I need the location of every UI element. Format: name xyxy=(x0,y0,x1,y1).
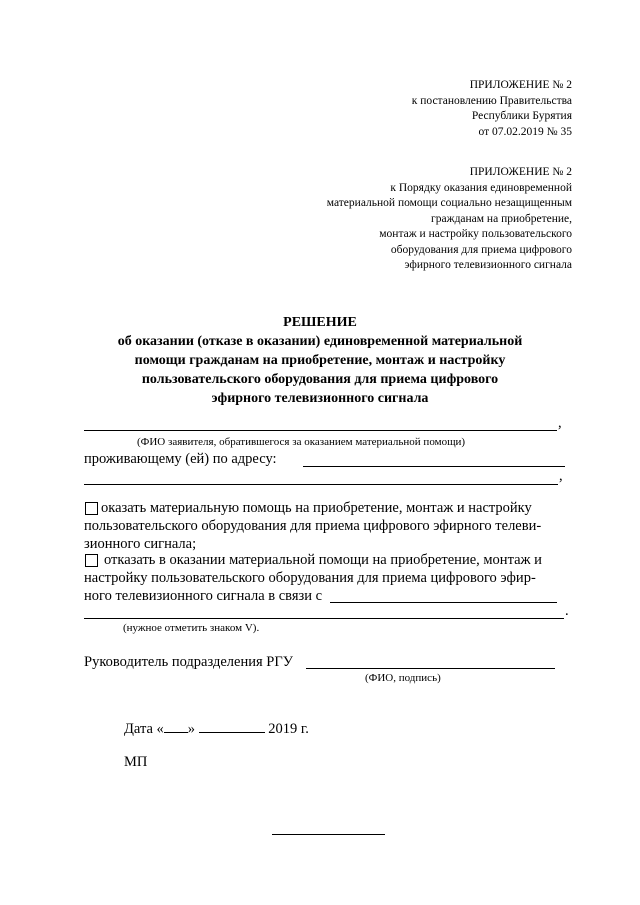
appendix-title: ПРИЛОЖЕНИЕ № 2 xyxy=(469,79,572,91)
title-line: об оказании (отказе в оказании) единовременной материальной xyxy=(117,334,523,349)
appendix-line: к Порядку оказания единовременной xyxy=(390,181,572,194)
title-line: пользовательского оборудования для приема цифрового xyxy=(141,372,499,387)
title-main: РЕШЕНИЕ xyxy=(283,315,357,330)
appendix-line: материальной помощи социально незащищенным xyxy=(326,197,572,209)
refuse-text-line1: отказать в оказании материальной помощи на приобретение, монтаж и xyxy=(104,552,542,568)
signature-caption: (ФИО, подпись) xyxy=(365,672,441,684)
appendix-title: ПРИЛОЖЕНИЕ № 2 xyxy=(469,166,572,178)
footer-divider xyxy=(272,834,385,835)
date-year: 2019 г. xyxy=(268,721,309,737)
signature-label: Руководитель подразделения РГУ xyxy=(84,654,293,670)
applicant-comma: , xyxy=(558,415,562,431)
appendix-line: гражданам на приобретение, xyxy=(431,212,572,225)
appendix-line: к постановлению Правительства xyxy=(411,94,572,107)
appendix-line: Республики Бурятия xyxy=(471,110,572,122)
stamp-label: МП xyxy=(124,754,148,770)
date-line xyxy=(124,721,309,738)
signature-field[interactable] xyxy=(306,668,555,669)
date-day-field[interactable] xyxy=(164,732,188,733)
appendix-line: от 07.02.2019 № 35 xyxy=(478,125,572,138)
address-field[interactable] xyxy=(303,466,565,467)
provide-checkbox[interactable] xyxy=(85,502,98,515)
document-title xyxy=(0,313,640,408)
refuse-end-period: . xyxy=(565,603,569,619)
refuse-text-line2: настройку пользовательского оборудования для приема цифрового эфир- xyxy=(84,570,536,586)
date-prefix: Дата « xyxy=(124,721,164,737)
date-month-field[interactable] xyxy=(199,732,265,733)
address-field-line2[interactable] xyxy=(84,484,558,485)
refuse-checkbox[interactable] xyxy=(85,554,98,567)
refuse-text-line3: ного телевизионного сигнала в связи с xyxy=(84,588,323,604)
title-line: помощи гражданам на приобретение, монтаж и настройку xyxy=(134,353,506,368)
provide-text-line1: оказать материальную помощь на приобретение, монтаж и настройку xyxy=(101,500,532,516)
title-line: эфирного телевизионного сигнала xyxy=(211,391,429,406)
applicant-name-field[interactable] xyxy=(84,430,557,431)
provide-text-line2: пользовательского оборудования для приема цифрового эфирного телеви- xyxy=(84,518,542,534)
applicant-caption: (ФИО заявителя, обратившегося за оказанием материальной помощи) xyxy=(137,436,466,448)
appendix-header-procedure xyxy=(327,165,572,274)
provide-text-line3: зионного сигнала; xyxy=(84,536,197,552)
date-mid: » xyxy=(187,721,196,737)
refuse-reason-field[interactable] xyxy=(330,602,557,603)
appendix-line: монтаж и настройку пользовательского xyxy=(379,228,572,240)
address-comma: , xyxy=(559,468,563,484)
appendix-header-resolution xyxy=(412,78,572,140)
appendix-line: эфирного телевизионного сигнала xyxy=(404,259,572,271)
appendix-line: оборудования для приема цифрового xyxy=(390,243,572,256)
refuse-reason-field-line2[interactable] xyxy=(84,618,564,619)
address-label: проживающему (ей) по адресу: xyxy=(84,451,277,467)
check-note: (нужное отметить знаком V). xyxy=(123,622,260,634)
